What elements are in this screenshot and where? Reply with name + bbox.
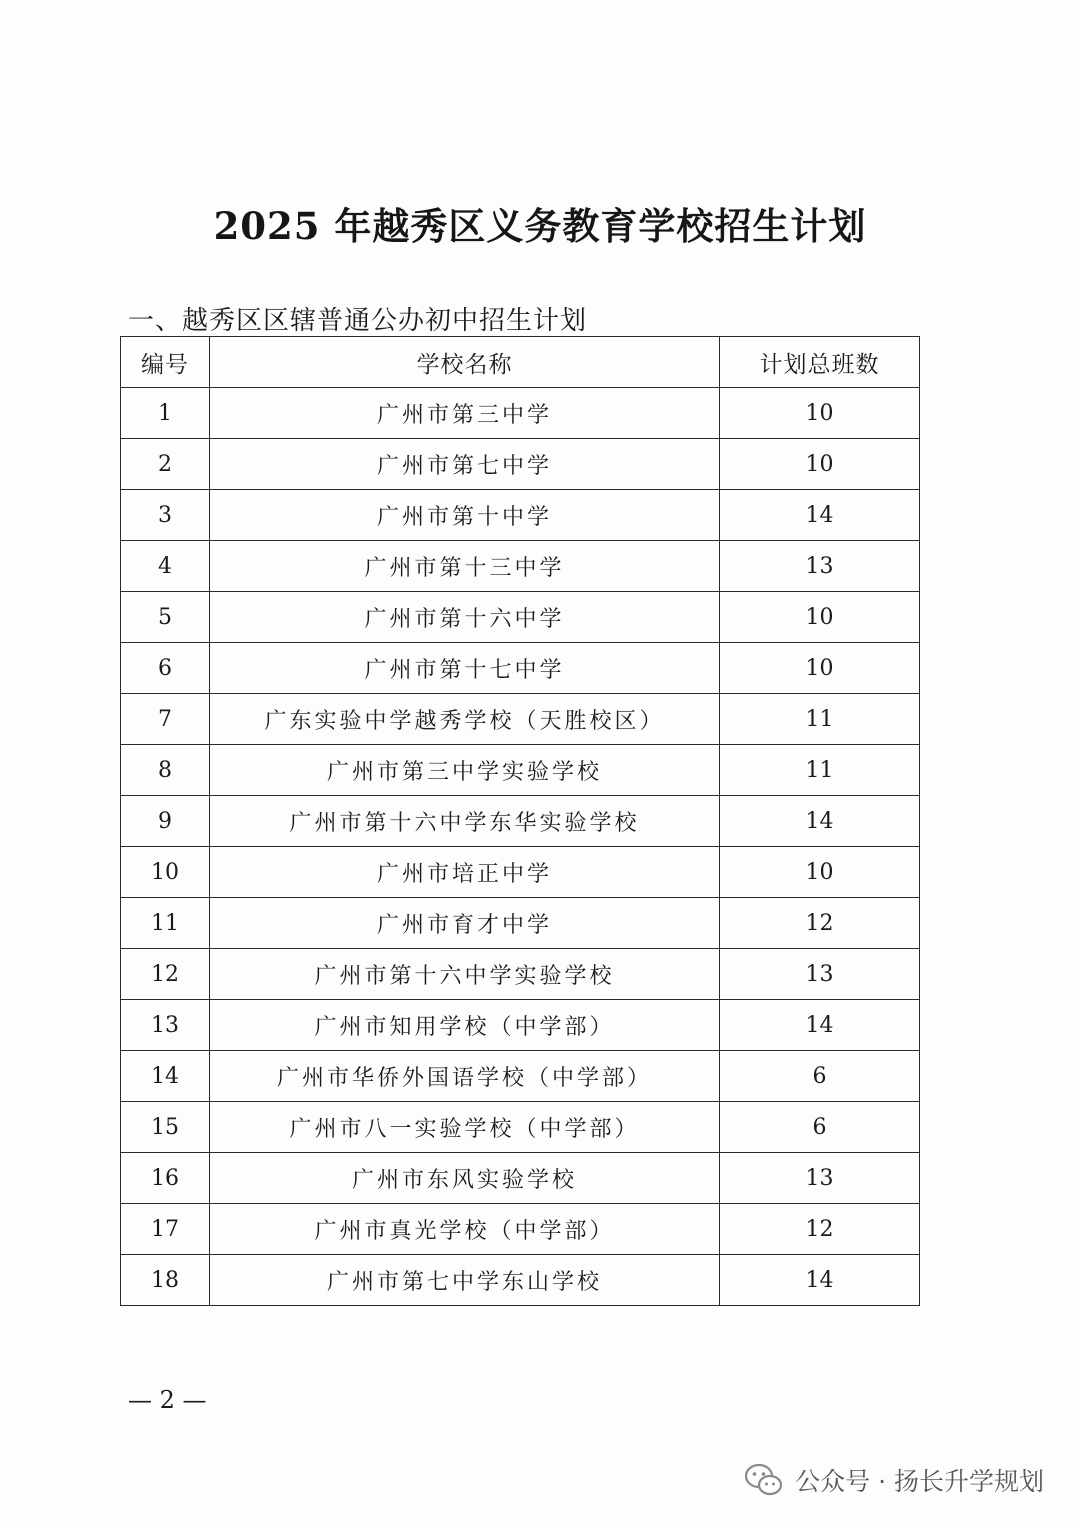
- table-row: [121, 541, 920, 592]
- school-name: 广州市八一实验学校（中学部）: [210, 1102, 720, 1153]
- row-number: 2: [121, 439, 210, 490]
- row-number: 8: [121, 745, 210, 796]
- row-number: 5: [121, 592, 210, 643]
- row-number: 7: [121, 694, 210, 745]
- school-name: 广州市第三中学实验学校: [210, 745, 720, 796]
- total-classes: 14: [720, 1000, 920, 1051]
- wechat-icon: [745, 1463, 783, 1497]
- school-name: 广州市第七中学东山学校: [210, 1255, 720, 1306]
- total-classes: 10: [720, 439, 920, 490]
- watermark-text: 公众号 · 扬长升学规划: [795, 1467, 1044, 1496]
- school-name: 广州市第七中学: [210, 439, 720, 490]
- school-name: 广州市第十六中学实验学校: [210, 949, 720, 1000]
- row-number: 18: [121, 1255, 210, 1306]
- row-number: 12: [121, 949, 210, 1000]
- school-name: 广州市第十三中学: [210, 541, 720, 592]
- table-row: [121, 1051, 920, 1102]
- table-row: [121, 643, 920, 694]
- school-name: 广州市真光学校（中学部）: [210, 1204, 720, 1255]
- header-number: 编号: [121, 337, 210, 388]
- table-header-row: [121, 337, 920, 388]
- school-name: 广州市第十七中学: [210, 643, 720, 694]
- table-row: [121, 490, 920, 541]
- total-classes: 11: [720, 694, 920, 745]
- document-title: 2025 年越秀区义务教育学校招生计划: [213, 204, 867, 248]
- page-number: — 2 —: [128, 1386, 207, 1414]
- total-classes: 11: [720, 745, 920, 796]
- table-row: [121, 1102, 920, 1153]
- school-name: 广州市东风实验学校: [210, 1153, 720, 1204]
- section-heading: 一、越秀区区辖普通公办初中招生计划: [128, 306, 588, 336]
- total-classes: 10: [720, 592, 920, 643]
- row-number: 16: [121, 1153, 210, 1204]
- school-name: 广州市第十中学: [210, 490, 720, 541]
- school-name: 广州市华侨外国语学校（中学部）: [210, 1051, 720, 1102]
- table-row: [121, 847, 920, 898]
- header-school-name: 学校名称: [210, 337, 720, 388]
- table-row: [121, 745, 920, 796]
- school-name: 广州市第十六中学: [210, 592, 720, 643]
- total-classes: 13: [720, 541, 920, 592]
- total-classes: 13: [720, 949, 920, 1000]
- table-row: [121, 388, 920, 439]
- total-classes: 14: [720, 796, 920, 847]
- school-name: 广州市第十六中学东华实验学校: [210, 796, 720, 847]
- row-number: 3: [121, 490, 210, 541]
- total-classes: 14: [720, 1255, 920, 1306]
- table-row: [121, 898, 920, 949]
- table-row: [121, 949, 920, 1000]
- row-number: 14: [121, 1051, 210, 1102]
- total-classes: 10: [720, 643, 920, 694]
- row-number: 9: [121, 796, 210, 847]
- total-classes: 6: [720, 1102, 920, 1153]
- header-total-classes: 计划总班数: [720, 337, 920, 388]
- table-body: [121, 388, 920, 1306]
- total-classes: 10: [720, 388, 920, 439]
- table-row: [121, 796, 920, 847]
- school-name: 广东实验中学越秀学校（天胜校区）: [210, 694, 720, 745]
- table-row: [121, 1153, 920, 1204]
- row-number: 15: [121, 1102, 210, 1153]
- total-classes: 10: [720, 847, 920, 898]
- total-classes: 12: [720, 1204, 920, 1255]
- row-number: 1: [121, 388, 210, 439]
- row-number: 11: [121, 898, 210, 949]
- total-classes: 12: [720, 898, 920, 949]
- row-number: 13: [121, 1000, 210, 1051]
- school-name: 广州市育才中学: [210, 898, 720, 949]
- enrollment-plan-table: [120, 336, 920, 1306]
- watermark: [745, 1462, 1044, 1498]
- school-name: 广州市培正中学: [210, 847, 720, 898]
- table-row: [121, 1204, 920, 1255]
- table-row: [121, 1255, 920, 1306]
- row-number: 6: [121, 643, 210, 694]
- table-row: [121, 439, 920, 490]
- school-name: 广州市第三中学: [210, 388, 720, 439]
- total-classes: 14: [720, 490, 920, 541]
- row-number: 10: [121, 847, 210, 898]
- table-row: [121, 694, 920, 745]
- table-row: [121, 1000, 920, 1051]
- total-classes: 6: [720, 1051, 920, 1102]
- row-number: 4: [121, 541, 210, 592]
- table-row: [121, 592, 920, 643]
- total-classes: 13: [720, 1153, 920, 1204]
- school-name: 广州市知用学校（中学部）: [210, 1000, 720, 1051]
- row-number: 17: [121, 1204, 210, 1255]
